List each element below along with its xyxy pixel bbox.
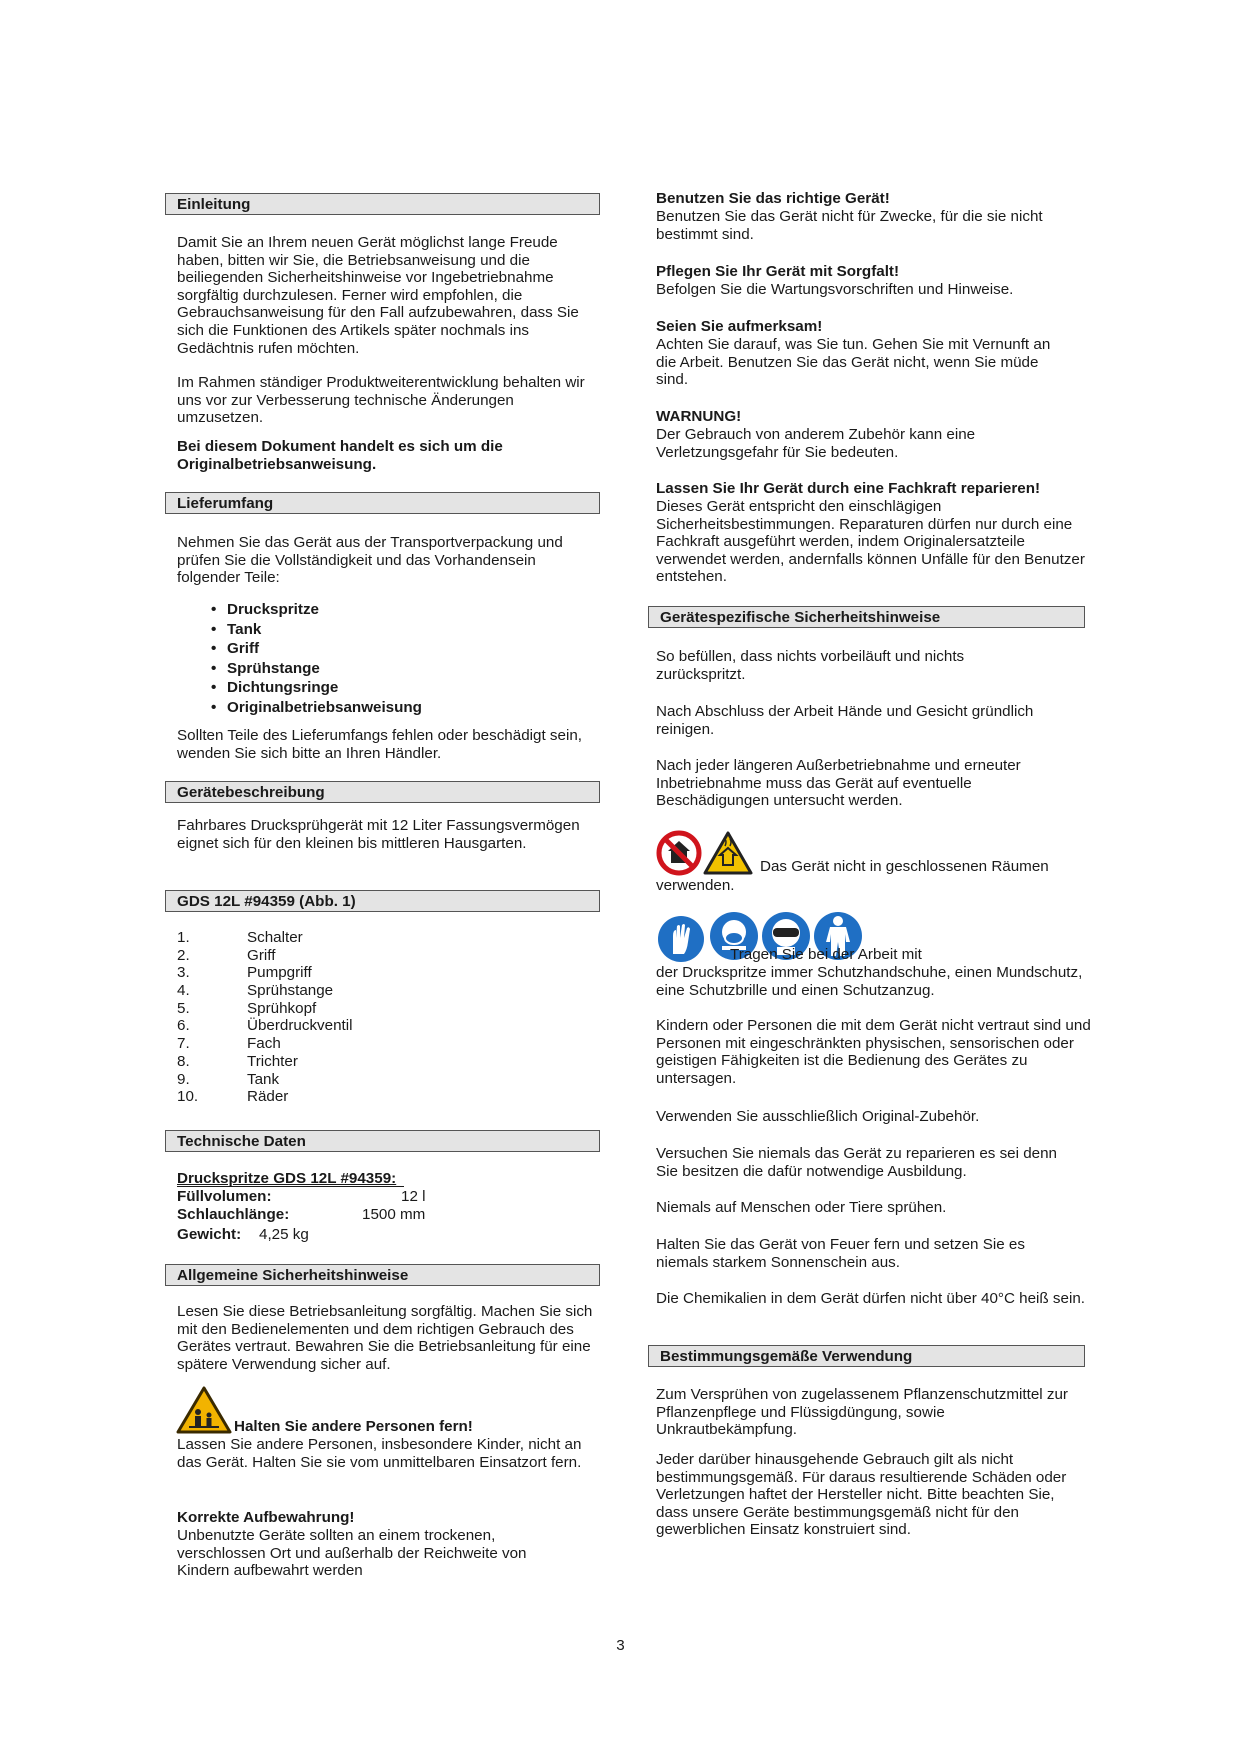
table-row xyxy=(177,947,353,965)
ppe-text-cont: der Druckspritze immer Schutzhandschuhe, einen Mundschutz, eine Schutzbrille und einen Schutzanzug. xyxy=(656,964,1083,999)
parts-list xyxy=(177,929,353,1106)
spezifisch-paragraph-9: Die Chemikalien in dem Gerät dürfen nicht über 40°C heiß sein. xyxy=(656,1290,1086,1307)
list-item: • Originalbetriebsanweisung xyxy=(211,699,422,719)
spezifisch-paragraph-4: Kindern oder Personen die mit dem Gerät nicht vertraut sind und Personen mit eingeschränkten physischen, sensorischen oder geistigen Fähigkeiten ist die Bedienung des Gerätes zu untersagen. xyxy=(656,1017,1091,1087)
list-item: • Dichtungsringe xyxy=(211,679,422,699)
table-row xyxy=(177,982,353,1000)
section-header-geraetebeschreibung: Gerätebeschreibung xyxy=(165,781,600,803)
rooms-warning-text: Das Gerät nicht in geschlossenen Räumen xyxy=(760,858,1049,875)
part-name: Sprühstange xyxy=(247,982,334,1000)
lieferumfang-paragraph-1: Nehmen Sie das Gerät aus der Transportverpackung und prüfen Sie die Vollständigkeit und das Vorhandensein folgender Teile: xyxy=(177,534,563,587)
part-number: 8. xyxy=(177,1052,190,1070)
table-row xyxy=(177,1088,353,1106)
part-number: 6. xyxy=(177,1017,190,1035)
lieferumfang-paragraph-2: Sollten Teile des Lieferumfangs fehlen oder beschädigt sein, wenden Sie sich bitte an Ihren Händler. xyxy=(177,727,582,762)
spec-weight-value: 4,25 kg xyxy=(259,1225,309,1243)
warning-fumes-icon xyxy=(702,830,754,876)
list-item: • Griff xyxy=(211,640,422,660)
right-b4-text: Der Gebrauch von anderem Zubehör kann eine Verletzungsgefahr für Sie bedeuten. xyxy=(656,426,976,461)
part-number: 3. xyxy=(177,964,190,982)
spezifisch-paragraph-1: So befüllen, dass nichts vorbeiläuft und nichts zurückspritzt. xyxy=(656,648,965,683)
section-header-allgemeine: Allgemeine Sicherheitshinweise xyxy=(165,1264,600,1286)
part-name: Trichter xyxy=(247,1052,298,1070)
spezifisch-paragraph-7: Niemals auf Menschen oder Tiere sprühen. xyxy=(656,1199,947,1216)
table-row xyxy=(177,964,353,982)
spec-block xyxy=(177,1170,597,1244)
no-indoor-use-icon xyxy=(656,830,702,876)
section-header-lieferumfang: Lieferumfang xyxy=(165,492,600,514)
table-row xyxy=(177,1017,353,1035)
right-b1-title: Benutzen Sie das richtige Gerät! xyxy=(656,190,890,207)
list-item: • Druckspritze xyxy=(211,601,422,621)
section-header-bestimmung: Bestimmungsgemäße Verwendung xyxy=(648,1345,1085,1367)
bestimmung-paragraph-2: Jeder darüber hinausgehende Gebrauch gilt als nicht bestimmungsgemäß. Für daraus resultierende Schäden oder Verletzungen haftet der Hersteller nicht. Bitte beachten Sie, dass unsere Geräte bestimmungsgemäß nicht für den gewerblichen Einsatz konstruiert sind. xyxy=(656,1451,1067,1539)
part-number: 5. xyxy=(177,999,190,1017)
einleitung-paragraph-1: Damit Sie an Ihrem neuen Gerät möglichst lange Freude haben, bitten wir Sie, die Betriebsanweisung und die beiliegenden Sicherheitshinweise vor Ingebetriebnahme sorgfältig durchzulesen. Ferner wird empfohlen, die Gebrauchsanweisung für den Fall aufzubewahren, dass Sie sich die Funktionen des Artikels später nochmals ins Gedächtnis rufen möchten. xyxy=(177,234,579,357)
part-number: 7. xyxy=(177,1035,190,1053)
part-number: 9. xyxy=(177,1070,190,1088)
table-row xyxy=(177,1071,353,1089)
right-b3-text: Achten Sie darauf, was Sie tun. Gehen Sie mit Vernunft an die Arbeit. Benutzen Sie das Gerät nicht, wenn Sie müde sind. xyxy=(656,336,1051,389)
part-name: Griff xyxy=(247,946,276,964)
part-name: Pumpgriff xyxy=(247,964,312,982)
geraetebeschreibung-paragraph: Fahrbares Drucksprühgerät mit 12 Liter Fassungsvermögen eignet sich für den kleinen bis mittleren Hausgarten. xyxy=(177,817,580,852)
part-name: Schalter xyxy=(247,929,303,946)
einleitung-paragraph-3: Bei diesem Dokument handelt es sich um die Originalbetriebsanweisung. xyxy=(177,438,503,473)
einleitung-paragraph-2: Im Rahmen ständiger Produktweiterentwicklung behalten wir uns vor zur Verbesserung technische Änderungen umzusetzen. xyxy=(177,374,585,427)
part-number: 2. xyxy=(177,946,190,964)
spezifisch-paragraph-8: Halten Sie das Gerät von Feuer fern und setzen Sie es niemals starkem Sonnenschein aus. xyxy=(656,1236,1025,1271)
storage-title: Korrekte Aufbewahrung! xyxy=(177,1509,355,1526)
list-item: • Sprühstange xyxy=(211,660,422,680)
right-b2-title: Pflegen Sie Ihr Gerät mit Sorgfalt! xyxy=(656,263,900,280)
spec-product-title: Druckspritze GDS 12L #94359: xyxy=(177,1170,397,1187)
spec-fill-value: 12 l xyxy=(401,1187,426,1205)
part-name: Überdruckventil xyxy=(247,1017,353,1035)
spec-hose-label: Schlauchlänge: xyxy=(177,1205,290,1223)
spezifisch-paragraph-5: Verwenden Sie ausschließlich Original-Zubehör. xyxy=(656,1108,980,1125)
section-header-gds: GDS 12L #94359 (Abb. 1) xyxy=(165,890,600,912)
part-number: 4. xyxy=(177,982,190,1000)
delivery-items-list xyxy=(211,601,422,718)
ppe-text: Tragen Sie bei der Arbeit mit xyxy=(730,946,922,963)
part-number: 1. xyxy=(177,929,190,946)
part-name: Räder xyxy=(247,1088,289,1106)
storage-text: Unbenutzte Geräte sollten an einem trockenen, verschlossen Ort und außerhalb der Reichweite von Kindern aufbewahrt werden xyxy=(177,1527,527,1580)
right-b2-text: Befolgen Sie die Wartungsvorschriften und Hinweise. xyxy=(656,281,1014,298)
spec-weight-label: Gewicht: xyxy=(177,1225,242,1243)
table-row xyxy=(177,929,353,947)
bestimmung-paragraph-1: Zum Versprühen von zugelassenem Pflanzenschutzmittel zur Pflanzenpflege und Flüssigdüngung, sowie Unkrautbekämpfung. xyxy=(656,1386,1068,1439)
spec-hose-value: 1500 mm xyxy=(362,1205,426,1223)
section-header-technische-daten: Technische Daten xyxy=(165,1130,600,1152)
right-b1-text: Benutzen Sie das Gerät nicht für Zwecke, für die sie nicht bestimmt sind. xyxy=(656,208,1043,243)
spec-fill-label: Füllvolumen: xyxy=(177,1187,272,1205)
section-header-geraetespezifisch: Gerätespezifische Sicherheitshinweise xyxy=(648,606,1085,628)
spezifisch-paragraph-3: Nach jeder längeren Außerbetriebnahme und erneuter Inbetriebnahme muss das Gerät auf eventuelle Beschädigungen untersucht werden. xyxy=(656,757,1021,810)
allgemeine-paragraph: Lesen Sie diese Betriebsanleitung sorgfältig. Machen Sie sich mit den Bedienelementen und dem richtigen Gebrauch des Gerätes vertraut. Bewahren Sie die Betriebsanleitung für eine spätere Verwendung sicher auf. xyxy=(177,1303,593,1373)
right-b5-title: Lassen Sie Ihr Gerät durch eine Fachkraft reparieren! xyxy=(656,480,1041,497)
warning-persons-icon xyxy=(175,1385,233,1435)
right-b4-title: WARNUNG! xyxy=(656,408,742,425)
table-row xyxy=(177,1053,353,1071)
gloves-icon xyxy=(656,914,706,964)
section-header-einleitung: Einleitung xyxy=(165,193,600,215)
fern-text: Lassen Sie andere Personen, insbesondere Kinder, nicht an das Gerät. Halten Sie sie vom unmittelbaren Einsatzort fern. xyxy=(177,1436,582,1471)
part-number: 10. xyxy=(177,1088,199,1106)
part-name: Tank xyxy=(247,1070,280,1088)
right-b5-text: Dieses Gerät entspricht den einschlägigen Sicherheitsbestimmungen. Reparaturen dürfen nur durch eine Fachkraft ausgeführt werden, indem Originalersatzteile verwendet werden, andernfalls können Unfälle für den Benutzer entstehen. xyxy=(656,498,1085,586)
table-row xyxy=(177,1035,353,1053)
right-b3-title: Seien Sie aufmerksam! xyxy=(656,318,823,335)
fern-title: Halten Sie andere Personen fern! xyxy=(234,1418,473,1435)
part-name: Sprühkopf xyxy=(247,999,317,1017)
part-name: Fach xyxy=(247,1035,281,1053)
rooms-warning-text-cont: verwenden. xyxy=(656,877,735,894)
table-row xyxy=(177,1000,353,1018)
list-item: • Tank xyxy=(211,621,422,641)
page-number: 3 xyxy=(616,1637,625,1654)
spezifisch-paragraph-2: Nach Abschluss der Arbeit Hände und Gesicht gründlich reinigen. xyxy=(656,703,1034,738)
spezifisch-paragraph-6: Versuchen Sie niemals das Gerät zu reparieren es sei denn Sie besitzen die dafür notwendige Ausbildung. xyxy=(656,1145,1058,1180)
